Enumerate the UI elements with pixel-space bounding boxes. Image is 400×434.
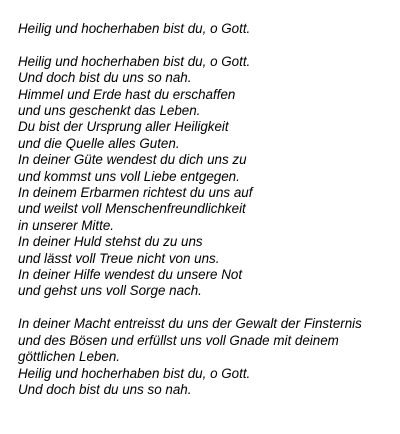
stanza-1-line-4: und uns geschenkt das Leben. — [18, 103, 201, 119]
prayer-title: Heilig und hocherhaben bist du, o Gott. — [18, 21, 251, 36]
stanza-2-line-3: göttlichen Leben. — [18, 349, 120, 365]
stanza-1 — [18, 54, 398, 300]
stanza-1-line-15: und gehst uns voll Sorge nach. — [18, 283, 202, 299]
stanza-1-line-3: Himmel und Erde hast du erschaffen — [18, 86, 236, 102]
stanza-1-line-14: In deiner Hilfe wendest du unsere Not — [18, 267, 243, 283]
stanza-2-line-4: Heilig und hocherhaben bist du, o Gott. — [18, 365, 251, 381]
prayer-text-document — [18, 21, 398, 398]
stanza-1-line-9: In deinem Erbarmen richtest du uns auf — [18, 185, 253, 201]
stanza-1-line-6: und die Quelle alles Guten. — [18, 135, 180, 151]
stanza-2-line-2: und des Bösen und erfüllst uns voll Gnade mit deinem — [18, 332, 339, 348]
stanza-1-line-8: und kommst uns voll Liebe entgegen. — [18, 168, 240, 184]
stanza-1-line-10: und weilst voll Menschenfreundlichkeit — [18, 201, 246, 217]
stanza-2 — [18, 316, 398, 398]
blank-line — [18, 37, 398, 53]
stanza-1-line-12: In deiner Huld stehst du zu uns — [18, 234, 203, 250]
blank-line — [18, 300, 398, 316]
stanza-1-line-5: Du bist der Ursprung aller Heiligkeit — [18, 119, 229, 135]
stanza-1-line-7: In deiner Güte wendest du dich uns zu — [18, 152, 247, 168]
stanza-1-line-1: Heilig und hocherhaben bist du, o Gott. — [18, 53, 251, 69]
stanza-1-line-2: Und doch bist du uns so nah. — [18, 70, 192, 86]
stanza-2-line-1: In deiner Macht entreisst du uns der Gewalt der Finsternis — [18, 316, 362, 332]
stanza-2-line-5: Und doch bist du uns so nah. — [18, 381, 192, 397]
stanza-1-line-11: in unserer Mitte. — [18, 217, 115, 233]
stanza-1-line-13: und lässt voll Treue nicht von uns. — [18, 250, 220, 266]
